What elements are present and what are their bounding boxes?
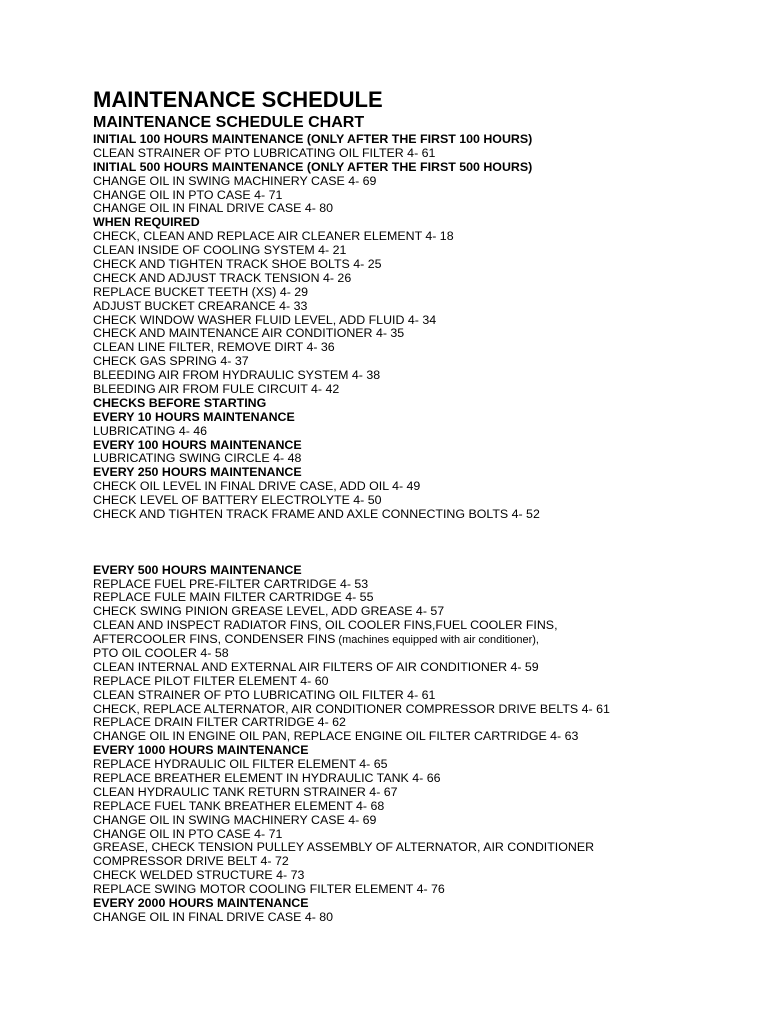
- blank-line: [93, 522, 753, 536]
- line-text: CHECK OIL LEVEL IN FINAL DRIVE CASE, ADD OIL 4- 49: [93, 479, 421, 494]
- line-text: REPLACE BUCKET TEETH (XS) 4- 29: [93, 284, 309, 299]
- schedule-item: [93, 828, 753, 842]
- schedule-item: [93, 758, 753, 772]
- line-text: REPLACE DRAIN FILTER CARTRIDGE 4- 62: [93, 715, 346, 730]
- schedule-item: [93, 855, 753, 869]
- document-page: [93, 86, 753, 925]
- line-text: ADJUST BUCKET CREARANCE 4- 33: [93, 298, 308, 313]
- line-text: REPLACE FUEL TANK BREATHER ELEMENT 4- 68: [93, 798, 385, 813]
- schedule-item: [93, 369, 753, 383]
- line-text: EVERY 10 HOURS MAINTENANCE: [93, 409, 295, 424]
- schedule-item: [93, 605, 753, 619]
- schedule-item: [93, 147, 753, 161]
- schedule-item: [93, 647, 753, 661]
- line-text: CHECK, REPLACE ALTERNATOR, AIR CONDITIONER COMPRESSOR DRIVE BELTS 4- 61: [93, 701, 610, 716]
- blank-line: [93, 536, 753, 550]
- line-text: CHECK, CLEAN AND REPLACE AIR CLEANER ELEMENT 4- 18: [93, 229, 454, 244]
- line-text: CHECKS BEFORE STARTING: [93, 395, 267, 410]
- schedule-item: [93, 272, 753, 286]
- schedule-item: [93, 911, 753, 925]
- section-heading: [93, 744, 753, 758]
- line-text: REPLACE PILOT FILTER ELEMENT 4- 60: [93, 673, 329, 688]
- line-text: CHECK WINDOW WASHER FLUID LEVEL, ADD FLUID 4- 34: [93, 312, 437, 327]
- line-text: CLEAN HYDRAULIC TANK RETURN STRAINER 4- 67: [93, 784, 398, 799]
- page-title: MAINTENANCE SCHEDULE: [93, 87, 383, 112]
- schedule-item: [93, 841, 753, 855]
- line-text: EVERY 250 HOURS MAINTENANCE: [93, 465, 302, 480]
- schedule-item: [93, 286, 753, 300]
- schedule-item: [93, 425, 753, 439]
- schedule-item: [93, 244, 753, 258]
- line-text: CLEAN INSIDE OF COOLING SYSTEM 4- 21: [93, 243, 347, 258]
- line-text: CHANGE OIL IN ENGINE OIL PAN, REPLACE ENGINE OIL FILTER CARTRIDGE 4- 63: [93, 729, 579, 744]
- line-text: REPLACE FULE MAIN FILTER CARTRIDGE 4- 55: [93, 590, 374, 605]
- line-text: BLEEDING AIR FROM HYDRAULIC SYSTEM 4- 38: [93, 368, 381, 383]
- line-text: CLEAN AND INSPECT RADIATOR FINS, OIL COOLER FINS,FUEL COOLER FINS,: [93, 618, 558, 633]
- schedule-item: [93, 703, 753, 717]
- schedule-item: [93, 661, 753, 675]
- line-text: REPLACE HYDRAULIC OIL FILTER ELEMENT 4- 65: [93, 757, 388, 772]
- schedule-item: [93, 786, 753, 800]
- line-text: CLEAN LINE FILTER, REMOVE DIRT 4- 36: [93, 340, 335, 355]
- line-text: PTO OIL COOLER 4- 58: [93, 645, 229, 660]
- line-text: CLEAN STRAINER OF PTO LUBRICATING OIL FILTER 4- 61: [93, 687, 436, 702]
- schedule-item: [93, 327, 753, 341]
- schedule-item: [93, 452, 753, 466]
- line-text: AFTERCOOLER FINS, CONDENSER FINS: [93, 632, 336, 647]
- line-text: CHECK AND TIGHTEN TRACK SHOE BOLTS 4- 25: [93, 257, 382, 272]
- section-heading: [93, 161, 753, 175]
- line-text: CHECK AND MAINTENANCE AIR CONDITIONER 4- 35: [93, 326, 405, 341]
- schedule-item: [93, 675, 753, 689]
- line-text: CHANGE OIL IN PTO CASE 4- 71: [93, 187, 283, 202]
- section-heading: [93, 564, 753, 578]
- schedule-item: [93, 189, 753, 203]
- line-text: GREASE, CHECK TENSION PULLEY ASSEMBLY OF ALTERNATOR, AIR CONDITIONER: [93, 840, 595, 855]
- section-heading: [93, 397, 753, 411]
- line-text: CHANGE OIL IN SWING MACHINERY CASE 4- 69: [93, 812, 377, 827]
- schedule-item: [93, 494, 753, 508]
- line-text: EVERY 2000 HOURS MAINTENANCE: [93, 895, 309, 910]
- line-text: CLEAN STRAINER OF PTO LUBRICATING OIL FILTER 4- 61: [93, 145, 436, 160]
- section-heading: [93, 133, 753, 147]
- line-text: INITIAL 500 HOURS MAINTENANCE (ONLY AFTER THE FIRST 500 HOURS): [93, 159, 533, 174]
- line-text: CHECK LEVEL OF BATTERY ELECTROLYTE 4- 50: [93, 493, 382, 508]
- line-text: CHECK SWING PINION GREASE LEVEL, ADD GREASE 4- 57: [93, 604, 445, 619]
- line-text: REPLACE BREATHER ELEMENT IN HYDRAULIC TANK 4- 66: [93, 770, 441, 785]
- line-text: CHECK AND ADJUST TRACK TENSION 4- 26: [93, 270, 352, 285]
- schedule-item: [93, 619, 753, 633]
- section-heading: [93, 411, 753, 425]
- schedule-item: [93, 716, 753, 730]
- line-text: COMPRESSOR DRIVE BELT 4- 72: [93, 854, 289, 869]
- line-text: CHECK WELDED STRUCTURE 4- 73: [93, 868, 305, 883]
- schedule-item: [93, 508, 753, 522]
- line-text: CLEAN INTERNAL AND EXTERNAL AIR FILTERS OF AIR CONDITIONER 4- 59: [93, 659, 539, 674]
- schedule-item: [93, 480, 753, 494]
- section-heading: [93, 897, 753, 911]
- schedule-item: [93, 869, 753, 883]
- line-text: LUBRICATING 4- 46: [93, 423, 208, 438]
- schedule-item: [93, 633, 753, 647]
- schedule-item: [93, 230, 753, 244]
- schedule-item: [93, 800, 753, 814]
- schedule-lines: [93, 133, 753, 925]
- schedule-item: [93, 883, 753, 897]
- line-text: CHANGE OIL IN FINAL DRIVE CASE 4- 80: [93, 909, 334, 924]
- schedule-item: [93, 314, 753, 328]
- schedule-item: [93, 175, 753, 189]
- line-text: BLEEDING AIR FROM FULE CIRCUIT 4- 42: [93, 382, 340, 397]
- line-text: INITIAL 100 HOURS MAINTENANCE (ONLY AFTER THE FIRST 100 HOURS): [93, 132, 533, 146]
- line-text: EVERY 1000 HOURS MAINTENANCE: [93, 743, 309, 758]
- line-text: REPLACE SWING MOTOR COOLING FILTER ELEMENT 4- 76: [93, 882, 445, 897]
- line-text: EVERY 100 HOURS MAINTENANCE: [93, 437, 302, 452]
- schedule-item: [93, 772, 753, 786]
- chart-subtitle: MAINTENANCE SCHEDULE CHART: [93, 114, 365, 131]
- schedule-item: [93, 202, 753, 216]
- schedule-item: [93, 730, 753, 744]
- section-heading: [93, 439, 753, 453]
- line-text: CHECK AND TIGHTEN TRACK FRAME AND AXLE CONNECTING BOLTS 4- 52: [93, 507, 540, 522]
- line-text: CHANGE OIL IN FINAL DRIVE CASE 4- 80: [93, 201, 334, 216]
- line-text: CHANGE OIL IN PTO CASE 4- 71: [93, 826, 283, 841]
- blank-line: [93, 550, 753, 564]
- section-heading: [93, 216, 753, 230]
- line-text: CHANGE OIL IN SWING MACHINERY CASE 4- 69: [93, 173, 377, 188]
- section-heading: [93, 466, 753, 480]
- schedule-item: [93, 355, 753, 369]
- schedule-item: [93, 383, 753, 397]
- schedule-item: [93, 341, 753, 355]
- line-text: LUBRICATING SWING CIRCLE 4- 48: [93, 451, 302, 466]
- schedule-item: [93, 591, 753, 605]
- schedule-item: [93, 814, 753, 828]
- line-note: (machines equipped with air conditioner),: [335, 634, 539, 647]
- line-text: CHECK GAS SPRING 4- 37: [93, 354, 249, 369]
- line-text: WHEN REQUIRED: [93, 215, 200, 230]
- schedule-item: [93, 258, 753, 272]
- line-text: EVERY 500 HOURS MAINTENANCE: [93, 562, 302, 577]
- line-text: REPLACE FUEL PRE-FILTER CARTRIDGE 4- 53: [93, 576, 369, 591]
- schedule-item: [93, 578, 753, 592]
- schedule-item: [93, 300, 753, 314]
- schedule-item: [93, 689, 753, 703]
